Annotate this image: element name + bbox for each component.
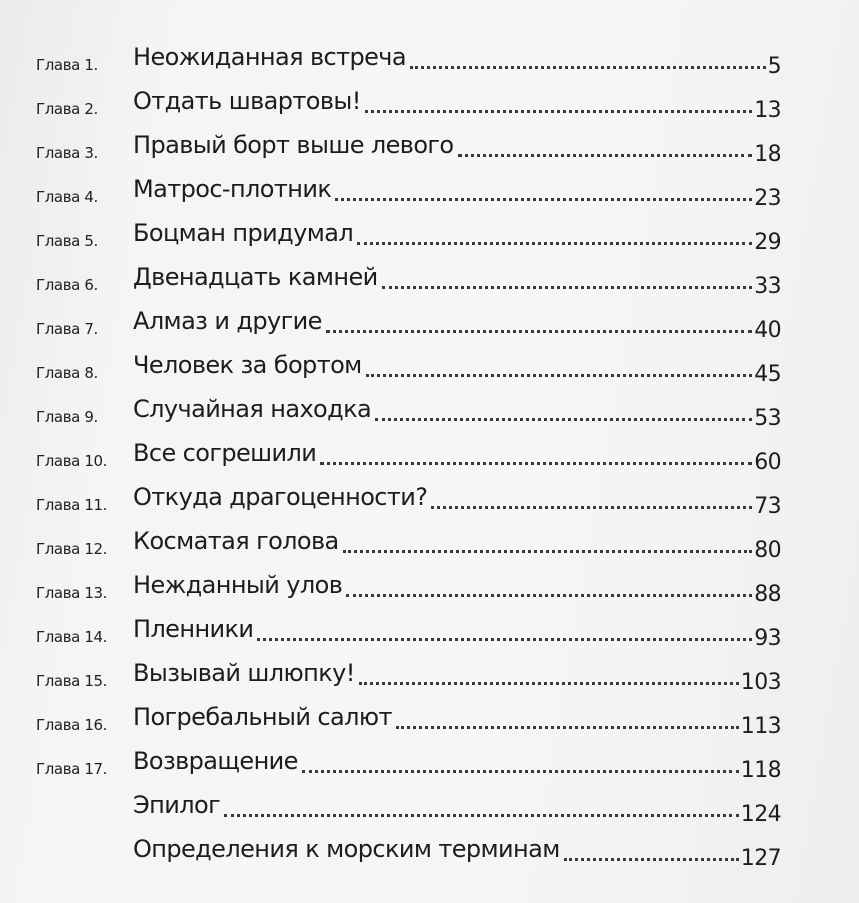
- toc-line: [133, 746, 781, 782]
- page-number: 80: [754, 538, 781, 563]
- dot-leader: [343, 546, 752, 553]
- toc-line: [133, 174, 781, 210]
- table-of-contents: [0, 38, 859, 874]
- toc-line: [133, 834, 781, 870]
- chapter-label: Глава 10.: [36, 452, 107, 470]
- toc-line: [133, 702, 781, 738]
- page-number: 18: [754, 142, 781, 167]
- chapter-label: Глава 11.: [36, 496, 107, 514]
- chapter-title: Пленники: [133, 615, 254, 643]
- page-number: 23: [754, 186, 781, 211]
- page-number: 29: [754, 230, 781, 255]
- chapter-title: Случайная находка: [133, 395, 372, 423]
- chapter-title: Эпилог: [133, 791, 221, 819]
- chapter-label: Глава 15.: [36, 672, 107, 690]
- toc-entry: [0, 214, 859, 258]
- toc-entry: [0, 742, 859, 786]
- dot-leader: [382, 282, 752, 289]
- dot-leader: [564, 854, 739, 861]
- toc-entry: [0, 346, 859, 390]
- toc-line: [133, 130, 781, 166]
- chapter-label: Глава 9.: [36, 408, 98, 426]
- chapter-label: Глава 5.: [36, 232, 98, 250]
- toc-line: [133, 658, 781, 694]
- toc-line: [133, 526, 781, 562]
- chapter-title: Косматая голова: [133, 527, 339, 555]
- toc-entry: [0, 434, 859, 478]
- chapter-label: Глава 1.: [36, 56, 98, 74]
- dot-leader: [346, 590, 752, 597]
- toc-entry: [0, 522, 859, 566]
- page-number: 45: [754, 362, 781, 387]
- chapter-title: Определения к морским терминам: [133, 835, 560, 863]
- chapter-label: Глава 6.: [36, 276, 98, 294]
- dot-leader: [410, 62, 766, 69]
- toc-entry: [0, 258, 859, 302]
- toc-line: [133, 262, 781, 298]
- dot-leader: [320, 458, 752, 465]
- dot-leader: [302, 766, 739, 773]
- toc-line: [133, 570, 781, 606]
- toc-entry: [0, 610, 859, 654]
- page-number: 73: [754, 494, 781, 519]
- toc-entry: [0, 390, 859, 434]
- chapter-label: Глава 16.: [36, 716, 107, 734]
- toc-line: [133, 790, 781, 826]
- chapter-label: Глава 14.: [36, 628, 107, 646]
- dot-leader: [326, 326, 752, 333]
- toc-line: [133, 42, 781, 78]
- dot-leader: [396, 722, 739, 729]
- chapter-title: Возвращение: [133, 747, 298, 775]
- toc-entry: [0, 786, 859, 830]
- chapter-title: Нежданный улов: [133, 571, 343, 599]
- chapter-title: Все согрешили: [133, 439, 317, 467]
- page-number: 88: [754, 582, 781, 607]
- chapter-title: Двенадцать камней: [133, 263, 378, 291]
- toc-entry: [0, 38, 859, 82]
- page-number: 53: [754, 406, 781, 431]
- toc-entry: [0, 830, 859, 874]
- page-number: 60: [754, 450, 781, 475]
- page-number: 118: [740, 758, 781, 783]
- chapter-title: Погребальный салют: [133, 703, 392, 731]
- toc-entry: [0, 82, 859, 126]
- toc-line: [133, 350, 781, 386]
- toc-entry: [0, 478, 859, 522]
- dot-leader: [257, 634, 752, 641]
- toc-line: [133, 306, 781, 342]
- dot-leader: [335, 194, 752, 201]
- page-number: 93: [754, 626, 781, 651]
- dot-leader: [224, 810, 739, 817]
- chapter-title: Вызывай шлюпку!: [133, 659, 355, 687]
- chapter-label: Глава 12.: [36, 540, 107, 558]
- toc-entry: [0, 302, 859, 346]
- page-number: 113: [740, 714, 781, 739]
- chapter-label: Глава 7.: [36, 320, 98, 338]
- page-number: 103: [740, 670, 781, 695]
- page-number: 124: [740, 802, 781, 827]
- toc-entry: [0, 566, 859, 610]
- chapter-label: Глава 3.: [36, 144, 98, 162]
- chapter-label: Глава 13.: [36, 584, 107, 602]
- chapter-title: Откуда драгоценности?: [133, 483, 428, 511]
- page-number: 5: [767, 54, 781, 79]
- toc-entry: [0, 170, 859, 214]
- chapter-label: Глава 17.: [36, 760, 107, 778]
- toc-line: [133, 218, 781, 254]
- page-number: 13: [754, 98, 781, 123]
- toc-line: [133, 614, 781, 650]
- chapter-title: Алмаз и другие: [133, 307, 322, 335]
- chapter-label: Глава 2.: [36, 100, 98, 118]
- toc-line: [133, 394, 781, 430]
- page-number: 40: [754, 318, 781, 343]
- chapter-title: Правый борт выше левого: [133, 131, 454, 159]
- dot-leader: [366, 370, 752, 377]
- chapter-title: Неожиданная встреча: [133, 43, 406, 71]
- page-number: 127: [740, 846, 781, 871]
- dot-leader: [458, 150, 752, 157]
- chapter-title: Отдать швартовы!: [133, 87, 361, 115]
- chapter-label: Глава 4.: [36, 188, 98, 206]
- chapter-title: Матрос-плотник: [133, 175, 332, 203]
- toc-line: [133, 438, 781, 474]
- toc-entry: [0, 698, 859, 742]
- dot-leader: [431, 502, 752, 509]
- dot-leader: [375, 414, 752, 421]
- toc-entry: [0, 126, 859, 170]
- chapter-title: Боцман придумал: [133, 219, 354, 247]
- dot-leader: [359, 678, 739, 685]
- page-number: 33: [754, 274, 781, 299]
- toc-line: [133, 482, 781, 518]
- dot-leader: [365, 106, 752, 113]
- toc-entry: [0, 654, 859, 698]
- toc-line: [133, 86, 781, 122]
- chapter-title: Человек за бортом: [133, 351, 362, 379]
- chapter-label: Глава 8.: [36, 364, 98, 382]
- dot-leader: [357, 238, 752, 245]
